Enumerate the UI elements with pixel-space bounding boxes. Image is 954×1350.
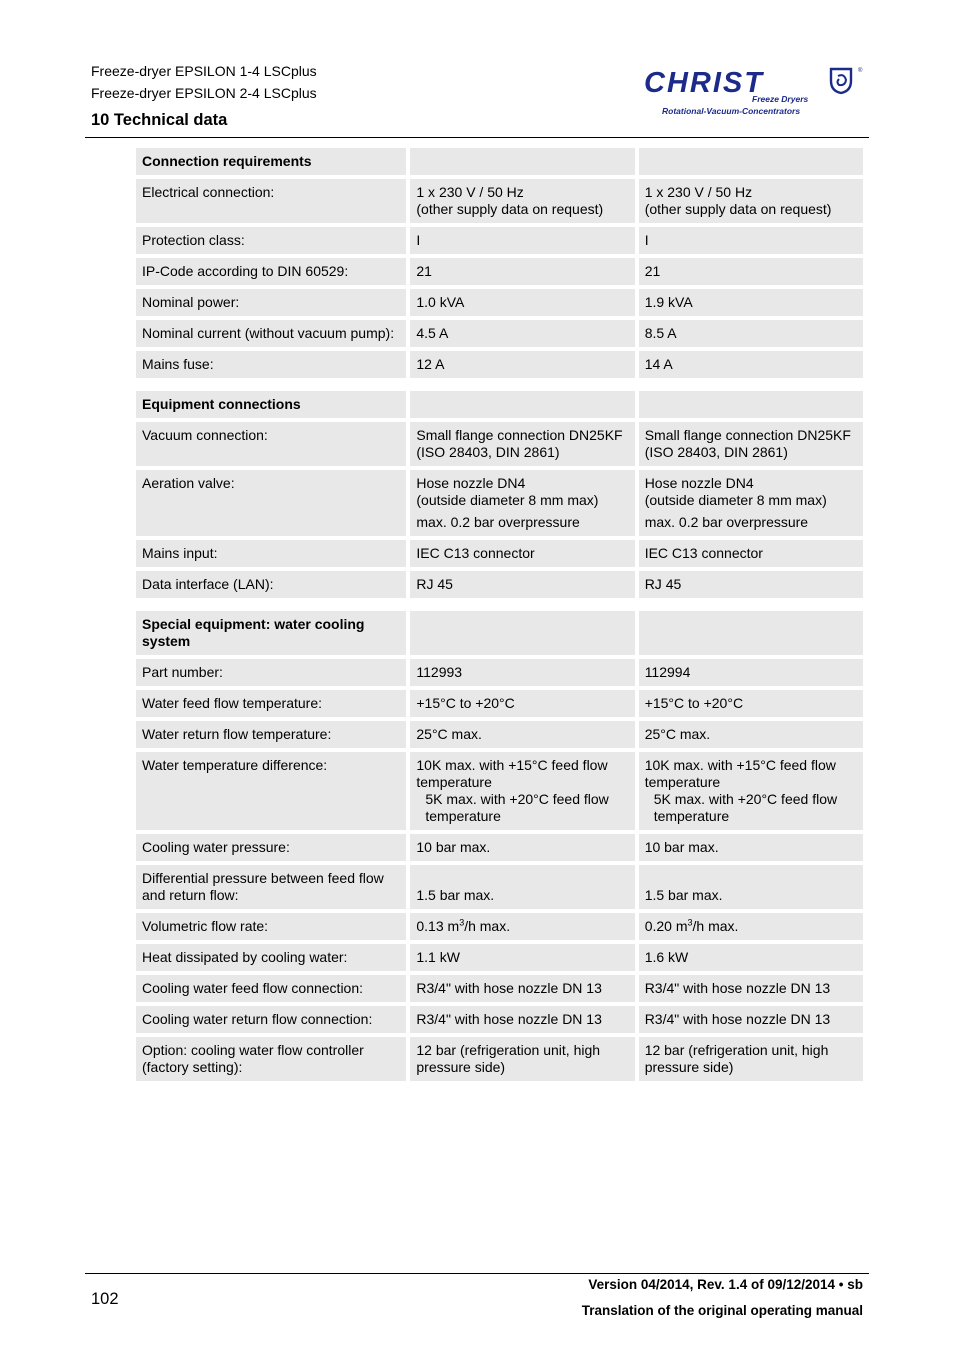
table-cell: 1.1 kW [410,944,638,975]
table-cell: 1 x 230 V / 50 Hz (other supply data on request) [639,179,863,227]
header-model-2: Freeze-dryer EPSILON 2-4 LSCplus [91,85,317,101]
table-cell: Cooling water pressure: [136,834,410,865]
table-cell: +15°C to +20°C [410,690,638,721]
logo-wordmark: CHRIST [644,67,764,99]
table-cell: 10K max. with +15°C feed flow temperature 5K max. with +20°C feed flow temperature [639,752,863,834]
table-cell: 10 bar max. [639,834,863,865]
table-cell: IEC C13 connector [639,540,863,571]
table-cell: Differential pressure between feed flow and return flow: [136,865,410,913]
water-cooling-table [136,611,863,1085]
table-cell: 1.9 kVA [639,289,863,320]
table-row [136,320,863,351]
table-cell [639,148,863,179]
table-cell: 0.13 $m^3/h$ max. [410,913,638,944]
table-row [136,227,863,258]
table-row [136,944,863,975]
table-cell: IP-Code according to DIN 60529: [136,258,410,289]
table-cell: Cooling water return flow connection: [136,1006,410,1037]
table-cell: Water return flow temperature: [136,721,410,752]
table-cell: RJ 45 [639,571,863,602]
table-cell: 10 bar max. [410,834,638,865]
table-cell: Small flange connection DN25KF (ISO 28403, DIN 2861) [410,422,638,470]
table-cell: R3/4" with hose nozzle DN 13 [410,975,638,1006]
table-row [136,659,863,690]
logo-emblem-icon [831,69,851,93]
table-cell: 1 x 230 V / 50 Hz (other supply data on request) [410,179,638,227]
table-cell [410,148,638,179]
table-cell: Mains fuse: [136,351,410,382]
table-row [136,179,863,227]
table-cell: Protection class: [136,227,410,258]
table-heading-row [136,148,863,179]
table-cell: Water temperature difference: [136,752,410,834]
table-cell: Data interface (LAN): [136,571,410,602]
table-heading-row [136,611,863,659]
equipment-connections-table [136,391,863,602]
table-cell [639,611,863,659]
table-cell: Nominal power: [136,289,410,320]
table-cell: Part number: [136,659,410,690]
table-cell: Vacuum connection: [136,422,410,470]
table-cell: 12 A [410,351,638,382]
table-cell: 1.6 kW [639,944,863,975]
logo-subtitle-freeze-dryers: Freeze Dryers [752,94,809,104]
table-cell: Water feed flow temperature: [136,690,410,721]
header-model-1: Freeze-dryer EPSILON 1-4 LSCplus [91,63,317,79]
table-heading: Special equipment: water cooling system [136,611,410,659]
table-heading: Connection requirements [136,148,410,179]
table-cell: Mains input: [136,540,410,571]
table-cell: 10K max. with +15°C feed flow temperature 5K max. with +20°C feed flow temperature [410,752,638,834]
translation-note: Translation of the original operating manual [581,1303,863,1318]
table-row [136,289,863,320]
table-cell: Option: cooling water flow controller (factory setting): [136,1037,410,1085]
header-rule [85,137,869,138]
section-title: 10 Technical data [91,111,228,129]
logo-subtitle-rvc: Rotational-Vacuum-Concentrators [662,106,801,116]
table-cell: 12 bar (refrigeration unit, high pressure side) [639,1037,863,1085]
table-row [136,913,863,944]
table-row [136,258,863,289]
page-number: 102 [91,1290,119,1308]
table-cell: Volumetric flow rate: [136,913,410,944]
footer-rule [85,1273,869,1274]
table-row [136,690,863,721]
table-row [136,571,863,602]
table-cell: 8.5 A [639,320,863,351]
table-cell: 25°C max. [639,721,863,752]
table-cell [410,391,638,422]
table-row [136,721,863,752]
table-heading-row [136,391,863,422]
table-cell: Aeration valve: [136,470,410,540]
table-cell: 25°C max. [410,721,638,752]
table-row [136,1037,863,1085]
table-cell: Electrical connection: [136,179,410,227]
registered-mark: ® [858,68,863,74]
table-row [136,351,863,382]
table-row [136,1006,863,1037]
table-row [136,975,863,1006]
version-info: Version 04/2014, Rev. 1.4 of 09/12/2014 • sb [588,1277,863,1292]
table-cell: 1.5 bar max. [639,865,863,913]
table-cell: 0.20 $m^3/h$ max. [639,913,863,944]
table-row [136,540,863,571]
table-row [136,470,863,540]
table-cell: 21 [410,258,638,289]
table-cell: Cooling water feed flow connection: [136,975,410,1006]
table-cell: Nominal current (without vacuum pump): [136,320,410,351]
table-heading: Equipment connections [136,391,410,422]
table-cell: +15°C to +20°C [639,690,863,721]
table-cell: 21 [639,258,863,289]
table-row [136,422,863,470]
table-cell: RJ 45 [410,571,638,602]
table-cell [410,611,638,659]
table-cell: 12 bar (refrigeration unit, high pressure side) [410,1037,638,1085]
table-cell [639,391,863,422]
table-cell: IEC C13 connector [410,540,638,571]
table-cell: 1.5 bar max. [410,865,638,913]
table-row [136,752,863,834]
table-cell: 112993 [410,659,638,690]
table-cell: 112994 [639,659,863,690]
table-cell: 1.0 kVA [410,289,638,320]
table-cell: Small flange connection DN25KF (ISO 28403, DIN 2861) [639,422,863,470]
table-cell: Hose nozzle DN4 (outside diameter 8 mm max) max. 0.2 bar overpressure [639,470,863,540]
connection-requirements-table [136,148,863,382]
table-cell: I [639,227,863,258]
table-cell: Hose nozzle DN4 (outside diameter 8 mm max) max. 0.2 bar overpressure [410,470,638,540]
table-cell: 14 A [639,351,863,382]
table-cell: 4.5 A [410,320,638,351]
table-row [136,834,863,865]
table-cell: R3/4" with hose nozzle DN 13 [639,975,863,1006]
table-row [136,865,863,913]
table-cell: R3/4" with hose nozzle DN 13 [410,1006,638,1037]
table-cell: Heat dissipated by cooling water: [136,944,410,975]
table-cell: R3/4" with hose nozzle DN 13 [639,1006,863,1037]
table-cell: I [410,227,638,258]
